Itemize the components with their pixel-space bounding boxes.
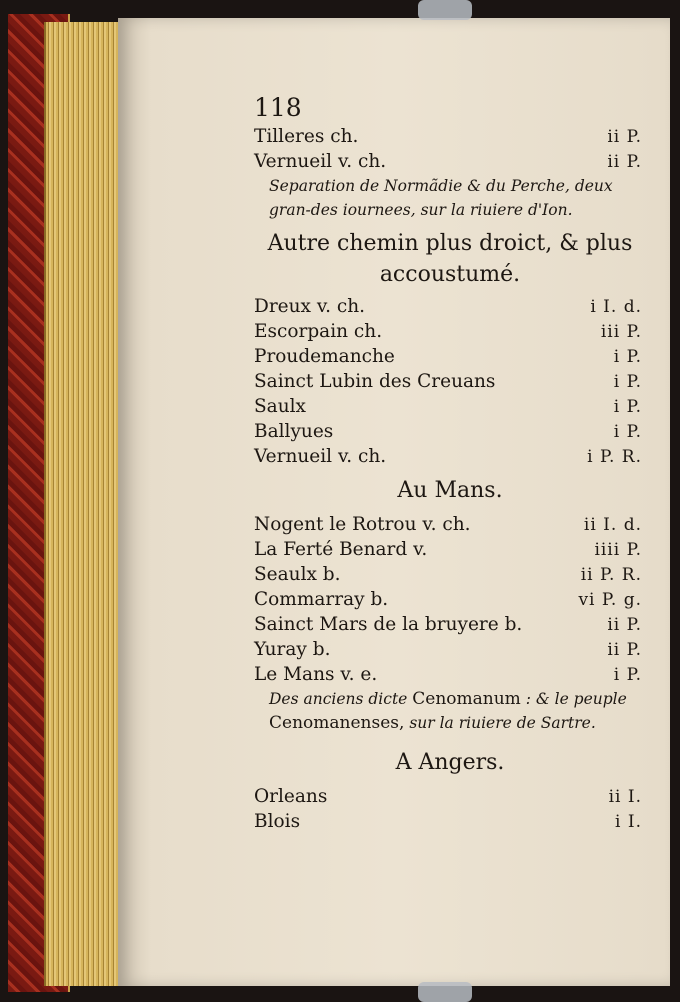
distance: i I. d. <box>590 297 642 317</box>
note-text: Des anciens dicte <box>269 690 408 708</box>
place-name: Dreux v. ch. <box>254 296 366 317</box>
distance: ii P. R. <box>580 565 642 585</box>
latin-name: Cenomanenses, <box>269 713 405 733</box>
distance: ii I. d. <box>583 515 642 535</box>
distance: ii P. <box>607 615 642 635</box>
route-row <box>136 512 646 537</box>
page-text <box>136 92 646 834</box>
distance: ii P. <box>607 127 642 147</box>
route-row <box>136 149 646 174</box>
route-row <box>136 637 646 662</box>
distance: i P. <box>613 372 642 392</box>
route-row <box>136 587 646 612</box>
place-name: La Ferté Benard v. <box>254 539 428 560</box>
route-row <box>136 537 646 562</box>
distance: i P. R. <box>587 447 642 467</box>
distance: vi P. g. <box>578 590 642 610</box>
distance: i P. <box>613 422 642 442</box>
route-row <box>136 612 646 637</box>
page-number: 118 <box>254 93 302 122</box>
section-1 <box>136 124 646 174</box>
distance: i P. <box>613 347 642 367</box>
route-row <box>136 662 646 687</box>
route-row <box>136 444 646 469</box>
note-cenomanum <box>136 687 646 735</box>
note-separation: Separation de Normãdie & du Perche, deux gran-des iournees, sur la riuiere d'Ion. <box>269 177 613 219</box>
route-row <box>136 562 646 587</box>
place-name: Sainct Mars de la bruyere b. <box>254 614 523 635</box>
place-name: Orleans <box>254 786 328 807</box>
route-row <box>136 344 646 369</box>
place-name: Nogent le Rotrou v. ch. <box>254 514 471 535</box>
distance: iiii P. <box>594 540 642 560</box>
route-row <box>136 369 646 394</box>
note-text: : & le peuple <box>525 690 627 708</box>
page-clip-top <box>418 0 472 20</box>
place-name: Ballyues <box>254 421 334 442</box>
route-row <box>136 419 646 444</box>
section-3 <box>136 512 646 687</box>
route-row <box>136 809 646 834</box>
place-name: Commarray b. <box>254 589 389 610</box>
place-name: Proudemanche <box>254 346 395 367</box>
page-clip-bottom <box>418 982 472 1002</box>
distance: i P. <box>613 665 642 685</box>
route-row <box>136 294 646 319</box>
place-name: Vernueil v. ch. <box>254 151 387 172</box>
place-name: Saulx <box>254 396 306 417</box>
place-name: Tilleres ch. <box>254 126 359 147</box>
distance: iii P. <box>600 322 642 342</box>
heading-au-mans: Au Mans. <box>397 478 503 503</box>
latin-name: Cenomanum <box>412 689 521 709</box>
section-4 <box>136 784 646 834</box>
note-text: sur la riuiere de Sartre. <box>409 714 596 732</box>
distance: ii P. <box>607 640 642 660</box>
place-name: Seaulx b. <box>254 564 341 585</box>
route-row <box>136 319 646 344</box>
heading-angers: A Angers. <box>395 750 505 775</box>
place-name: Sainct Lubin des Creuans <box>254 371 496 392</box>
distance: ii P. <box>607 152 642 172</box>
distance: i P. <box>613 397 642 417</box>
place-name: Escorpain ch. <box>254 321 383 342</box>
section-2 <box>136 294 646 469</box>
heading-other-route: Autre chemin plus droict, & plus accoustumé. <box>267 231 633 287</box>
place-name: Blois <box>254 811 301 832</box>
gilt-page-edges <box>44 22 122 986</box>
place-name: Le Mans v. e. <box>254 664 378 685</box>
place-name: Vernueil v. ch. <box>254 446 387 467</box>
distance: i I. <box>615 812 642 832</box>
route-row <box>136 784 646 809</box>
route-row <box>136 124 646 149</box>
place-name: Yuray b. <box>254 639 331 660</box>
route-row <box>136 394 646 419</box>
distance: ii I. <box>608 787 642 807</box>
